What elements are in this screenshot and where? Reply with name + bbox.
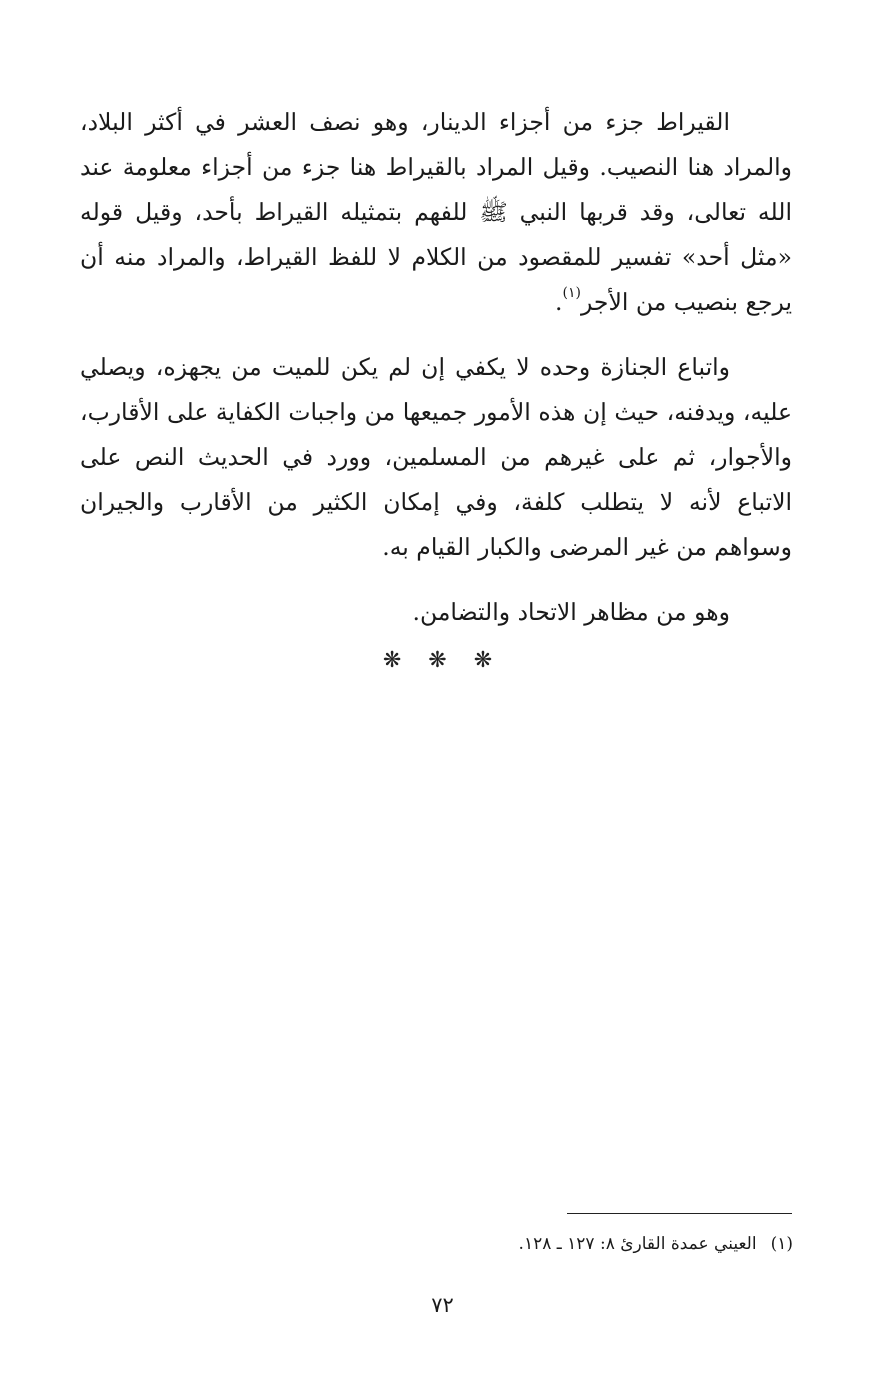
footnote — [519, 1227, 793, 1261]
section-separator: ❋ ❋ ❋ — [382, 648, 503, 673]
footnote-reference: (١) — [562, 285, 581, 302]
footnote-number: (١) — [770, 1234, 793, 1254]
paragraph-1-end: . — [555, 288, 563, 316]
paragraph-1 — [80, 100, 792, 325]
paragraph-2: واتباع الجنازة وحده لا يكفي إن لم يكن للميت من يجهزه، ويصلي عليه، ويدفنه، حيث إن هذه الأمور جميعها من واجبات الكفاية على الأقارب، والأجوار، ثم على غيرهم من المسلمين، وورد في الحديث النص على الاتباع لأنه لا يتطلب كلفة، وفي إمكان الكثير من الأقارب والجيران وسواهم من غير المرضى والكبار القيام به. — [80, 353, 792, 561]
footnote-text: العيني عمدة القارئ ٨: ١٢٧ ـ ١٢٨. — [518, 1234, 757, 1254]
paragraph-1-text: القيراط جزء من أجزاء الدينار، وهو نصف العشر في أكثر البلاد، والمراد هنا النصيب. وقيل المراد بالقيراط هنا جزء من أجزاء معلومة عند الله تعالى، وقد قربها النبي ﷺ للفهم بتمثيله القيراط بأحد، وقيل قوله «مثل أحد» تفسير للمقصود من الكلام لا للفظ القيراط، والمراد منه أن يرجع بنصيب من الأجر — [80, 108, 792, 316]
paragraph-3: وهو من مظاهر الاتحاد والتضامن. — [412, 598, 730, 626]
footnote-divider — [567, 1213, 792, 1214]
body-text — [80, 100, 792, 635]
page-number: ٧٢ — [431, 1293, 454, 1317]
